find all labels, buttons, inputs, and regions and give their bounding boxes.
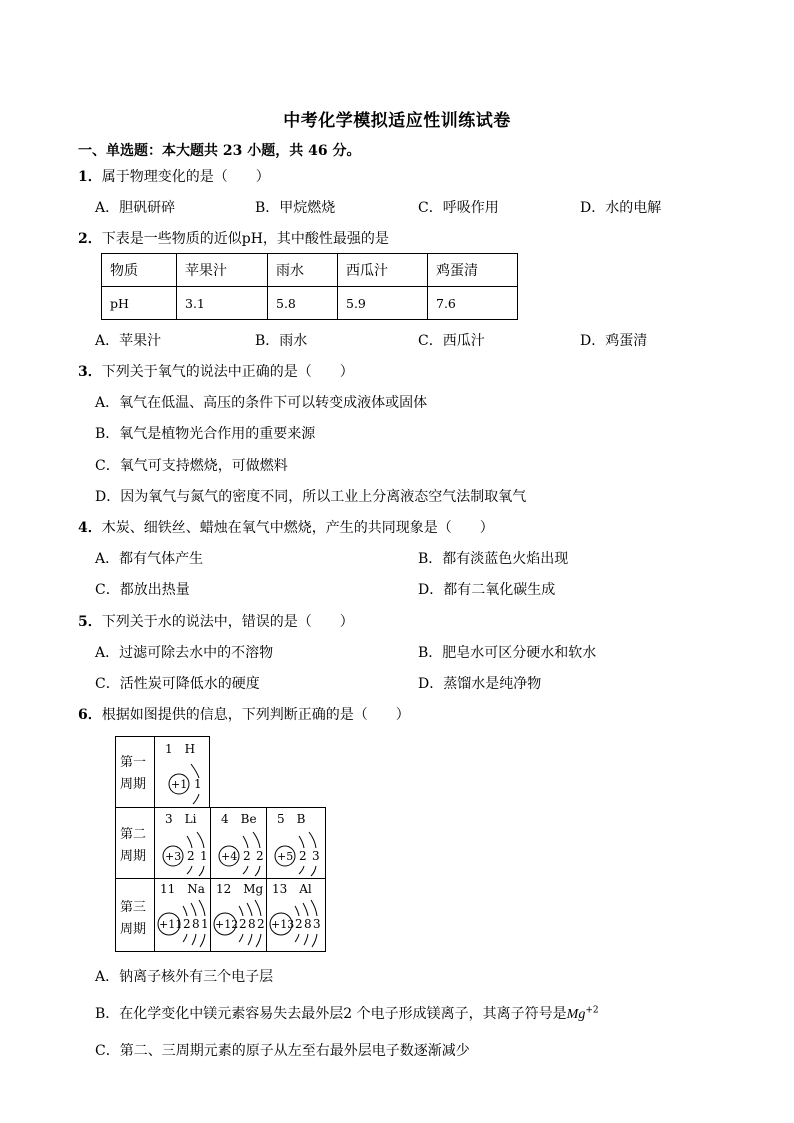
q3-option-d[interactable]: D．因为氧气与氮气的密度不同，所以工业上分离液态空气法制取氧气 — [95, 489, 527, 505]
shell-electrons: 3 — [313, 917, 321, 931]
question-number: 1． — [78, 169, 102, 185]
question-1 — [78, 166, 270, 186]
shell-electrons: 1 — [200, 849, 208, 863]
table-row — [102, 287, 518, 320]
q2-option-a[interactable]: A．苹果汁 — [95, 333, 162, 349]
q5-option-d[interactable]: D．蒸馏水是纯净物 — [418, 676, 542, 692]
q4-option-a[interactable]: A．都有气体产生 — [95, 551, 204, 567]
q1-option-d[interactable]: D．水的电解 — [580, 200, 662, 216]
shell-electrons: 2 — [295, 917, 303, 931]
question-2 — [78, 228, 389, 248]
question-text: 属于物理变化的是（ ） — [101, 169, 270, 185]
table-cell: pH — [102, 287, 177, 320]
nucleus-charge: +3 — [165, 850, 182, 863]
q5-option-c[interactable]: C．活性炭可降低水的硬度 — [95, 676, 260, 692]
nucleus-charge: +13 — [271, 918, 295, 931]
period-label-3b: 周期 — [120, 922, 147, 937]
question-text: 木炭、细铁丝、蜡烛在氧气中燃烧，产生的共同现象是（ ） — [101, 520, 494, 536]
nucleus-charge: +12 — [215, 918, 239, 931]
question-4 — [78, 517, 494, 537]
question-5 — [78, 611, 354, 631]
shell-electrons: 3 — [312, 849, 320, 863]
shell-electrons: 2 — [299, 849, 307, 863]
table-cell: 7.6 — [428, 287, 518, 320]
nucleus-charge: +1 — [171, 778, 188, 791]
element-label: 5 B — [277, 812, 306, 826]
element-label: 4 Be — [221, 812, 257, 826]
q1-option-a[interactable]: A．胆矾研碎 — [95, 200, 176, 216]
q3-option-a[interactable]: A．氧气在低温、高压的条件下可以转变成液体或固体 — [95, 395, 428, 411]
shell-electrons: 2 — [187, 849, 195, 863]
shell-electrons: 8 — [192, 917, 200, 931]
element-label: 1 H — [165, 742, 196, 756]
q4-option-d[interactable]: D．都有二氧化碳生成 — [418, 582, 556, 598]
periodic-table-figure — [115, 736, 327, 958]
q5-option-b[interactable]: B．肥皂水可区分硬水和软水 — [418, 645, 597, 661]
q3-option-c[interactable]: C．氧气可支持燃烧，可做燃料 — [95, 458, 288, 474]
table-cell: 5.9 — [338, 287, 428, 320]
table-cell: 西瓜汁 — [338, 254, 428, 287]
question-number: 5． — [78, 614, 102, 630]
element-label: 12 Mg — [216, 882, 264, 896]
nucleus-charge: +5 — [277, 850, 294, 863]
table-cell: 物质 — [102, 254, 177, 287]
option-text: B．在化学变化中镁元素容易失去最外层2 个电子形成镁离子，其离子符号是 — [95, 1006, 567, 1022]
shell-electrons: 2 — [183, 917, 191, 931]
shell-electrons: 8 — [248, 917, 256, 931]
nucleus-charge: +11 — [159, 918, 183, 931]
shell-electrons: 8 — [304, 917, 312, 931]
shell-electrons: 2 — [243, 849, 251, 863]
q2-option-b[interactable]: B．雨水 — [255, 333, 308, 349]
question-text: 下列关于氧气的说法中正确的是（ ） — [101, 364, 354, 380]
question-number: 2． — [78, 231, 102, 247]
periodic-table-svg — [115, 736, 327, 954]
q1-option-b[interactable]: B．甲烷燃烧 — [255, 200, 336, 216]
question-text: 下列关于水的说法中，错误的是（ ） — [101, 614, 354, 630]
section-heading: 一、单选题：本大题共 23 小题，共 46 分。 — [78, 143, 361, 159]
page-title: 中考化学模拟适应性训练试卷 — [283, 111, 511, 131]
table-cell: 鸡蛋清 — [428, 254, 518, 287]
shell-electrons: 2 — [239, 917, 247, 931]
question-text: 下表是一些物质的近似pH，其中酸性最强的是 — [101, 231, 389, 247]
shell-electrons: 2 — [256, 849, 264, 863]
q1-option-c[interactable]: C．呼吸作用 — [418, 200, 499, 216]
question-number: 4． — [78, 520, 102, 536]
element-label: 11 Na — [160, 882, 205, 896]
q4-option-c[interactable]: C．都放出热量 — [95, 582, 190, 598]
element-label: 3 Li — [165, 812, 197, 826]
ph-table — [101, 253, 518, 320]
question-6 — [78, 704, 410, 724]
shell-electrons: 2 — [257, 917, 265, 931]
period-label-2a: 第二 — [120, 827, 147, 842]
q6-option-b[interactable] — [95, 1003, 599, 1023]
period-label-1b: 周期 — [120, 777, 147, 792]
q5-option-a[interactable]: A．过滤可除去水中的不溶物 — [95, 645, 274, 661]
ion-symbol: Mg — [566, 1007, 586, 1022]
table-cell: 3.1 — [177, 287, 268, 320]
q2-option-d[interactable]: D．鸡蛋清 — [580, 333, 648, 349]
ion-charge: +2 — [585, 1005, 599, 1016]
q4-option-b[interactable]: B．都有淡蓝色火焰出现 — [418, 551, 569, 567]
nucleus-charge: +4 — [221, 850, 238, 863]
q6-option-c[interactable]: C．第二、三周期元素的原子从左至右最外层电子数逐渐减少 — [95, 1043, 470, 1059]
shell-electrons: 1 — [201, 917, 209, 931]
question-3 — [78, 361, 354, 381]
period-label-2b: 周期 — [120, 849, 147, 864]
table-cell: 苹果汁 — [177, 254, 268, 287]
table-cell: 5.8 — [268, 287, 338, 320]
q6-option-a[interactable]: A．钠离子核外有三个电子层 — [95, 969, 274, 985]
element-label: 13 Al — [272, 882, 312, 896]
question-number: 3． — [78, 364, 102, 380]
table-row — [102, 254, 518, 287]
q3-option-b[interactable]: B．氧气是植物光合作用的重要来源 — [95, 426, 316, 442]
q2-option-c[interactable]: C．西瓜汁 — [418, 333, 485, 349]
question-number: 6． — [78, 707, 102, 723]
period-label-3a: 第三 — [120, 900, 147, 915]
table-cell: 雨水 — [268, 254, 338, 287]
question-text: 根据如图提供的信息，下列判断正确的是（ ） — [101, 707, 410, 723]
shell-electrons: 1 — [194, 777, 202, 791]
period-label-1a: 第一 — [120, 755, 147, 770]
